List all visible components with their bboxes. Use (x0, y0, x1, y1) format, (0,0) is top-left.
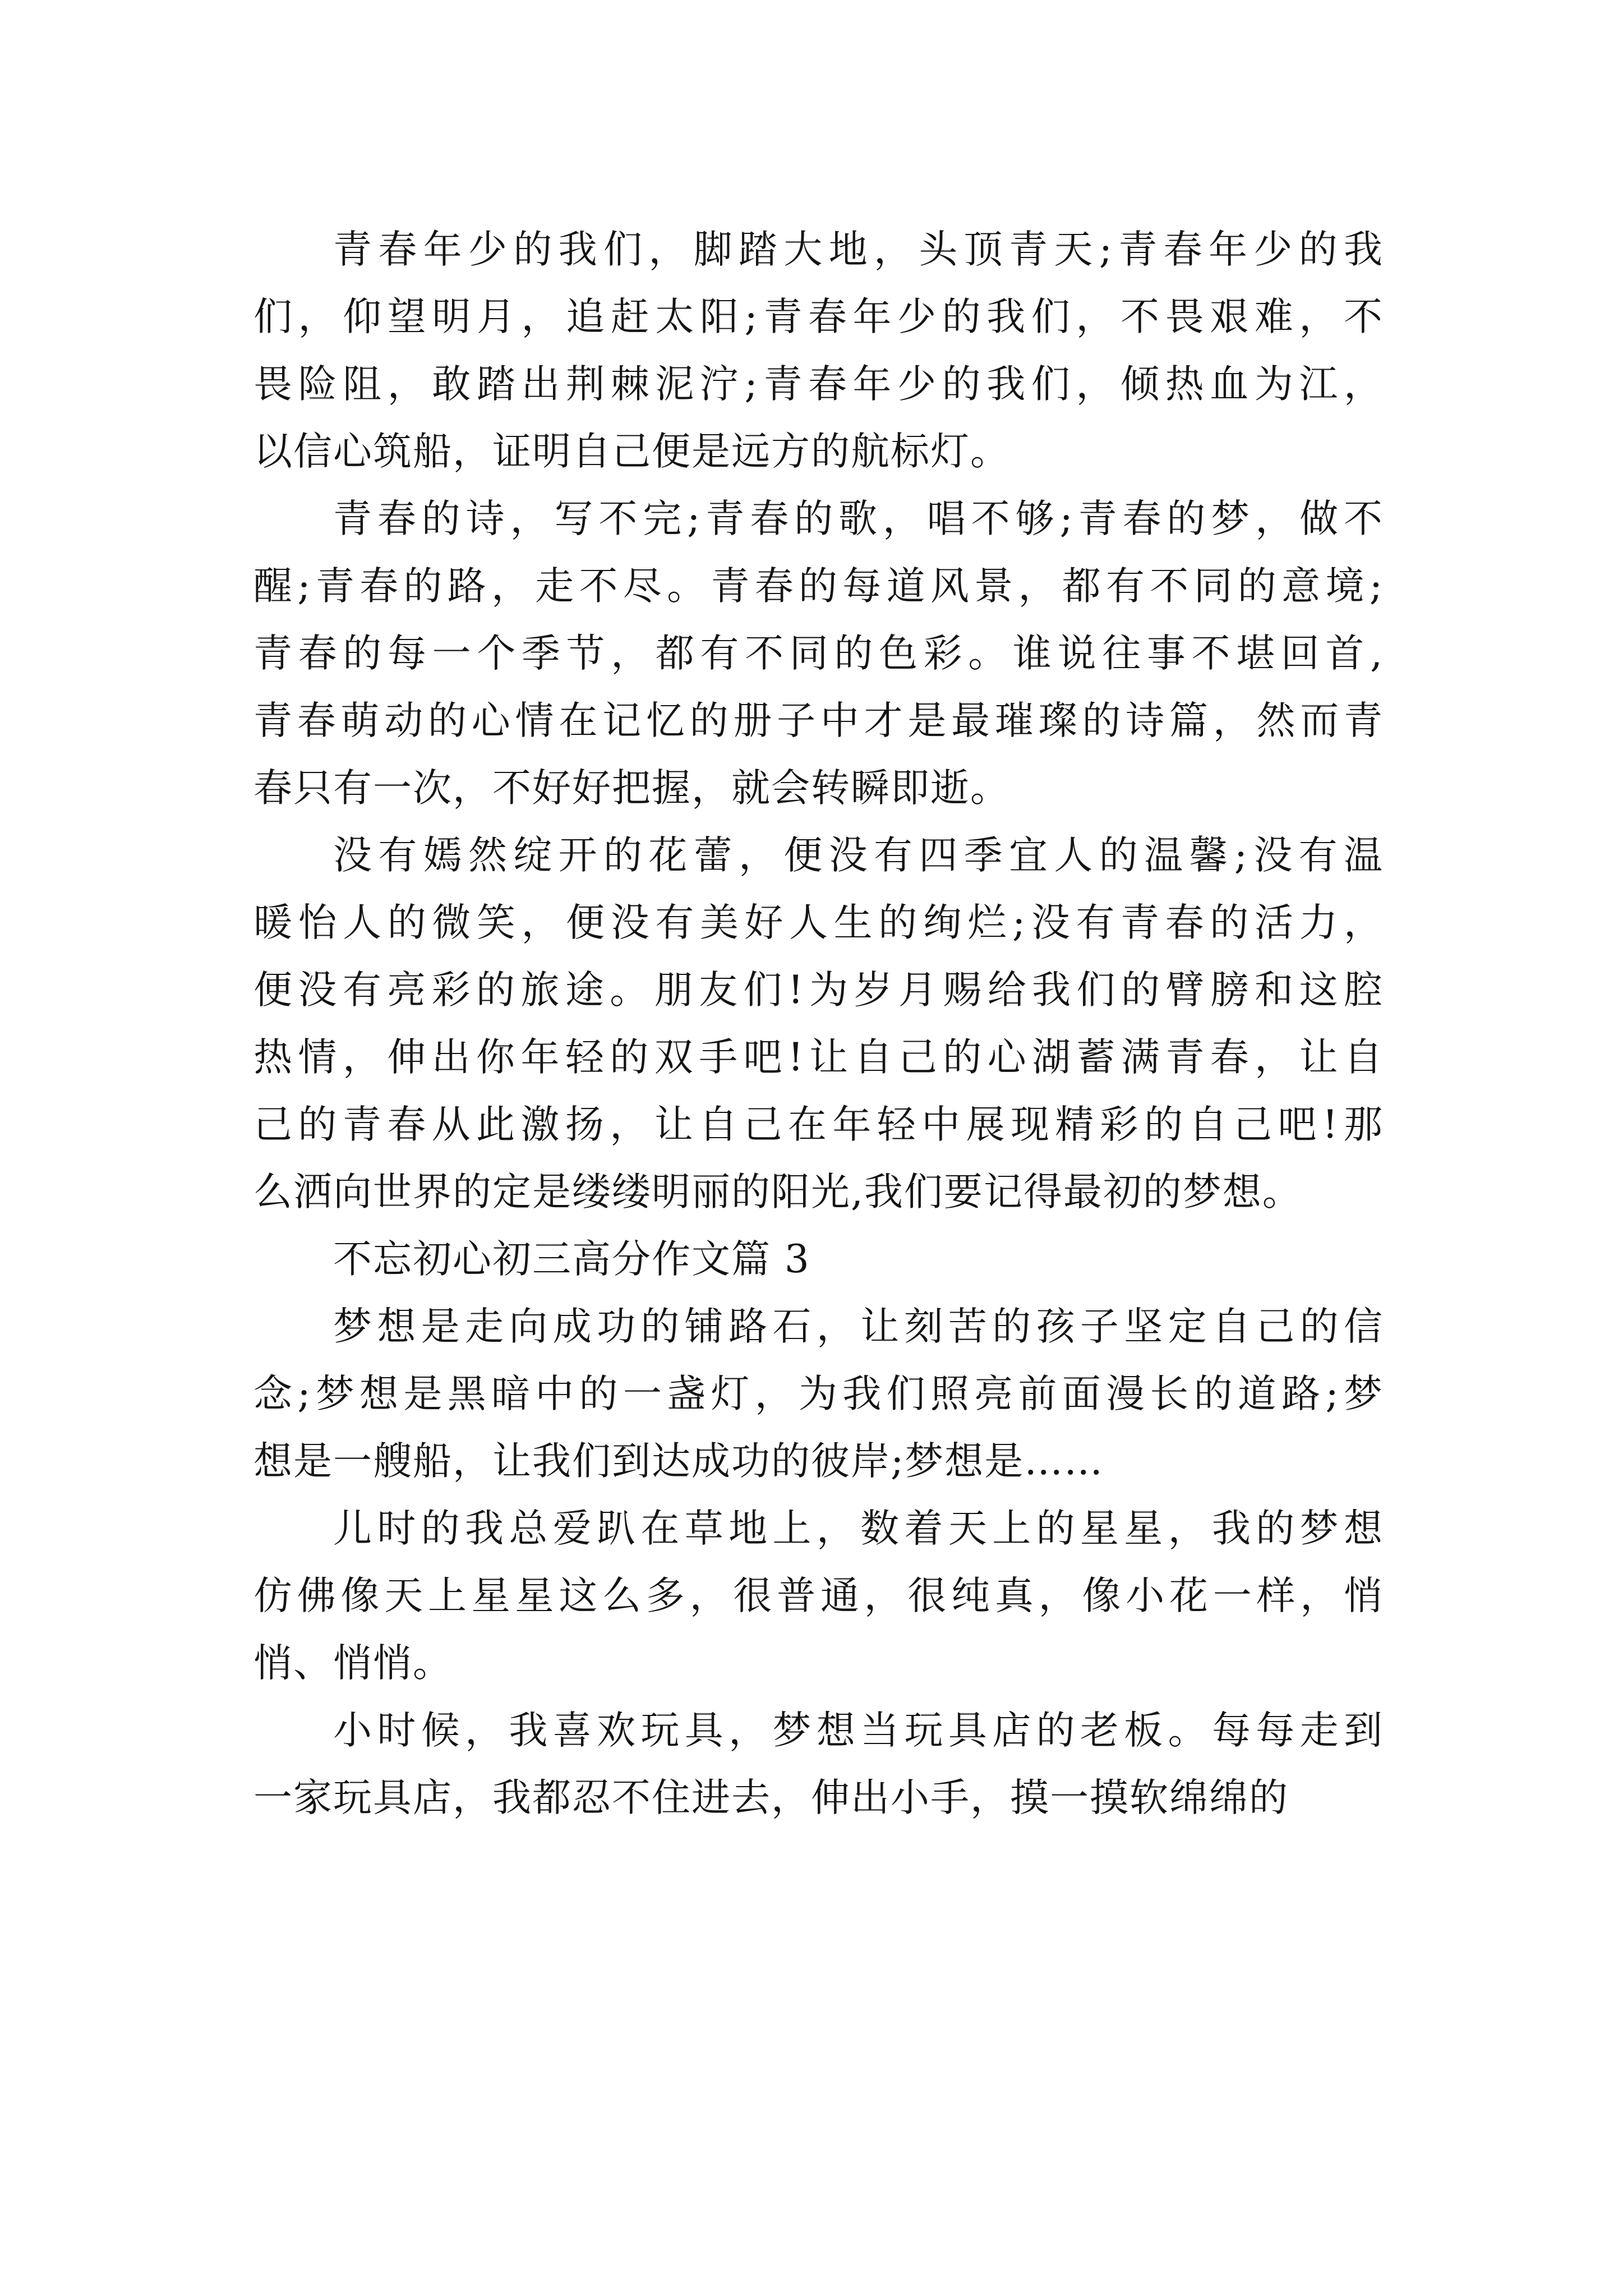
text-line: 便没有亮彩的旅途。朋友们!为岁月赐给我们的臂膀和这腔 (253, 968, 1384, 1013)
text-line: 热情，伸出你年轻的双手吧!让自己的心湖蓄满青春，让自 (253, 1035, 1384, 1080)
text-line: 小时候，我喜欢玩具，梦想当玩具店的老板。每每走到 (333, 1708, 1384, 1753)
text-line: 一家玩具店，我都忍不住进去，伸出小手，摸一摸软绵绵的 (253, 1775, 1289, 1820)
text-line: 醒;青春的路，走不尽。青春的每道风景，都有不同的意境; (253, 564, 1384, 609)
paragraph (253, 216, 1384, 485)
text-line: 儿时的我总爱趴在草地上，数着天上的星星，我的梦想 (333, 1506, 1384, 1551)
text-line: 青春的诗，写不完;青春的歌，唱不够;青春的梦，做不 (333, 496, 1384, 541)
text-line: 么洒向世界的定是缕缕明丽的阳光,我们要记得最初的梦想。 (253, 1170, 1302, 1214)
text-line: 念;梦想是黑暗中的一盏灯，为我们照亮前面漫长的道路;梦 (253, 1372, 1384, 1416)
text-line: 畏险阻，敢踏出荆棘泥泞;青春年少的我们，倾热血为江， (253, 362, 1384, 407)
paragraph (253, 822, 1384, 1226)
text-line: 青春年少的我们，脚踏大地，头顶青天;青春年少的我 (333, 227, 1384, 272)
paragraph (253, 1697, 1384, 1832)
text-line: 以信心筑船，证明自己便是远方的航标灯。 (253, 429, 1010, 474)
paragraph (253, 485, 1384, 822)
text-line: 己的青春从此激扬，让自己在年轻中展现精彩的自己吧!那 (253, 1102, 1384, 1147)
section-heading (253, 1226, 1384, 1293)
text-line: 想是一艘船，让我们到达成功的彼岸;梦想是…… (253, 1439, 1104, 1484)
text-line: 悄、悄悄。 (253, 1641, 453, 1686)
text-line: 们，仰望明月，追赶太阳;青春年少的我们，不畏艰难，不 (253, 295, 1384, 339)
text-line: 梦想是走向成功的铺路石，让刻苦的孩子坚定自己的信 (333, 1304, 1384, 1349)
text-line: 青春萌动的心情在记忆的册子中才是最璀璨的诗篇，然而青 (253, 698, 1384, 743)
text-line: 暖怡人的微笑，便没有美好人生的绚烂;没有青春的活力， (253, 900, 1384, 945)
text-line: 春只有一次，不好好把握，就会转瞬即逝。 (253, 766, 1010, 811)
paragraph (253, 1495, 1384, 1697)
text-line: 仿佛像天上星星这么多，很普通，很纯真，像小花一样，悄 (253, 1573, 1384, 1618)
text-line: 青春的每一个季节，都有不同的色彩。谁说往事不堪回首, (253, 631, 1384, 676)
paragraph (253, 1293, 1384, 1495)
text-line: 没有嫣然绽开的花蕾，便没有四季宜人的温馨;没有温 (333, 833, 1384, 878)
document-body (253, 216, 1384, 1832)
heading-text: 不忘初心初三高分作文篇 3 (333, 1237, 810, 1282)
